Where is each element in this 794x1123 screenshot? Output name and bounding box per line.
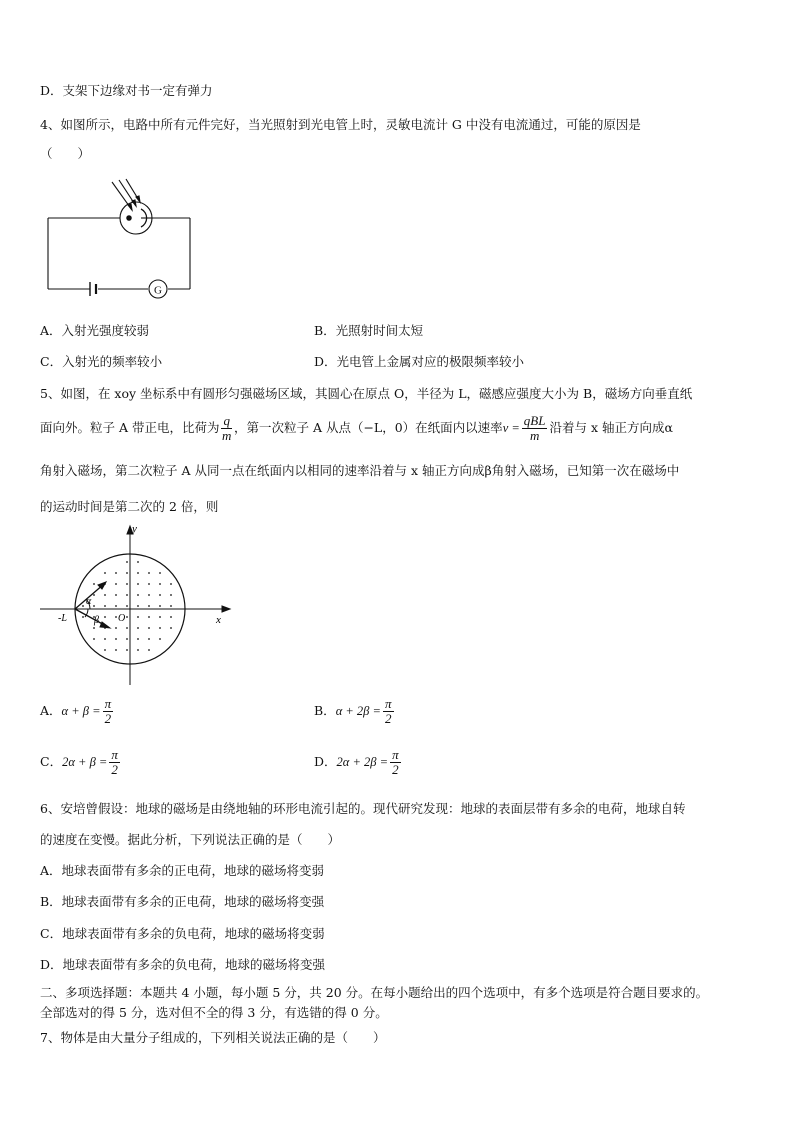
field-dot xyxy=(137,649,139,651)
field-dot xyxy=(159,616,161,618)
option-c-denominator: 2 xyxy=(111,762,118,777)
field-dot xyxy=(82,616,84,618)
field-dot xyxy=(126,649,128,651)
option-a-numerator: π xyxy=(104,696,112,711)
q5-line2 xyxy=(40,411,673,445)
field-dot xyxy=(104,583,106,585)
q6-line2: 的速度在变慢。据此分析，下列说法正确的是（ ） xyxy=(40,832,341,847)
q6-option-a: A．地球表面带有多余的正电荷，地球的磁场将变弱 xyxy=(40,863,325,878)
option-b-expr: α + 2β = xyxy=(335,704,381,718)
velocity-eq: v = xyxy=(502,421,520,435)
field-dot xyxy=(137,638,139,640)
option-c-expr: 2α + β = xyxy=(62,755,108,769)
field-dot xyxy=(170,583,172,585)
field-dot xyxy=(115,627,117,629)
field-dot xyxy=(148,594,150,596)
field-dot xyxy=(148,605,150,607)
q4-option-a: A．入射光强度较弱 xyxy=(40,323,150,338)
x-axis-label: x xyxy=(216,614,221,626)
field-dot xyxy=(148,649,150,651)
q5-option-b xyxy=(314,695,396,727)
velocity-numerator: qBL xyxy=(523,413,546,428)
option-c-label: C． xyxy=(40,754,63,769)
q4-paren: （ ） xyxy=(40,146,91,161)
field-dot xyxy=(115,583,117,585)
y-axis-label: y xyxy=(132,523,137,535)
field-dot xyxy=(115,605,117,607)
q6-option-b: B．地球表面带有多余的正电荷，地球的磁场将变强 xyxy=(40,894,325,909)
option-b-numerator: π xyxy=(384,696,392,711)
alpha-label: α xyxy=(86,596,92,607)
field-dot xyxy=(104,594,106,596)
option-c-fraction xyxy=(109,748,120,777)
option-b-label: B． xyxy=(314,703,336,718)
field-dot xyxy=(159,583,161,585)
field-dot xyxy=(115,616,117,618)
field-dot xyxy=(126,638,128,640)
field-dot xyxy=(82,605,84,607)
field-dot xyxy=(104,572,106,574)
field-dot xyxy=(93,583,95,585)
q4-stem: 4、如图所示，电路中所有元件完好，当光照射到光电管上时，灵敏电流计 G 中没有电流通过，可能的原因是 xyxy=(40,117,641,132)
field-dot xyxy=(170,594,172,596)
q6-line1: 6、安培曾假设：地球的磁场是由绕地轴的环形电流引起的。现代研究发现：地球的表面层带有多余的电荷，地球自转 xyxy=(40,801,686,816)
field-dot xyxy=(126,572,128,574)
q6-option-d: D．地球表面带有多余的负电荷，地球的磁场将变强 xyxy=(40,957,326,972)
field-dot xyxy=(93,627,95,629)
field-dot xyxy=(93,594,95,596)
field-dot xyxy=(137,583,139,585)
field-dot xyxy=(104,638,106,640)
q4-option-d: D．光电管上金属对应的极限频率较小 xyxy=(314,354,525,369)
option-c-numerator: π xyxy=(111,747,118,762)
field-dot xyxy=(126,561,128,563)
q5-line4: 的运动时间是第二次的 2 倍，则 xyxy=(40,499,219,514)
section2-line1: 二、多项选择题：本题共 4 小题，每小题 5 分，共 20 分。在每小题给出的四个选项中，有多个选项是符合题目要求的。 xyxy=(40,985,709,1000)
q7-stem: 7、物体是由大量分子组成的，下列相关说法正确的是（ ） xyxy=(40,1030,386,1045)
q5-option-a xyxy=(40,695,115,727)
photocell-circuit-diagram xyxy=(40,176,200,306)
charge-mass-ratio xyxy=(221,414,232,443)
field-dot xyxy=(148,627,150,629)
option-a-denominator: 2 xyxy=(104,711,112,726)
field-dot xyxy=(170,616,172,618)
field-dot xyxy=(137,561,139,563)
option-d-fraction xyxy=(390,748,401,777)
q3-option-d: D．支架下边缘对书一定有弹力 xyxy=(40,83,213,98)
option-a-label: A． xyxy=(40,703,62,718)
field-dot xyxy=(137,572,139,574)
velocity-fraction xyxy=(522,414,548,443)
q5-line2-a: 面向外。粒子 A 带正电，比荷为 xyxy=(40,420,220,435)
magnetic-field-diagram xyxy=(38,520,238,690)
q6-option-c: C．地球表面带有多余的负电荷，地球的磁场将变弱 xyxy=(40,926,325,941)
option-d-expr: 2α + 2β = xyxy=(336,755,389,769)
q5-line2-c: 沿着与 x 轴正方向成α xyxy=(549,420,673,435)
field-dot xyxy=(104,627,106,629)
q5-line1: 5、如图，在 xoy 坐标系中有圆形匀强磁场区域，其圆心在原点 O，半径为 L，磁感应强度大小为 B，磁场方向垂直纸 xyxy=(40,386,693,401)
field-dot xyxy=(170,605,172,607)
field-dot xyxy=(137,594,139,596)
field-dot xyxy=(148,583,150,585)
field-dot xyxy=(126,616,128,618)
option-b-denominator: 2 xyxy=(384,711,392,726)
field-dot xyxy=(104,605,106,607)
field-dot xyxy=(148,616,150,618)
field-dot xyxy=(159,572,161,574)
field-dot xyxy=(137,605,139,607)
q4-option-c: C．入射光的频率较小 xyxy=(40,354,163,369)
q4-option-b: B．光照射时间太短 xyxy=(314,323,424,338)
field-dot xyxy=(126,594,128,596)
field-dot xyxy=(126,605,128,607)
field-dot xyxy=(115,649,117,651)
option-d-numerator: π xyxy=(392,747,399,762)
field-dot xyxy=(126,627,128,629)
ratio-denominator: m xyxy=(222,428,232,443)
option-a-expr: α + β = xyxy=(61,704,101,718)
field-dot xyxy=(159,605,161,607)
field-dot xyxy=(126,583,128,585)
field-dot xyxy=(137,616,139,618)
field-dot xyxy=(159,638,161,640)
option-a-fraction xyxy=(103,697,114,726)
field-dot xyxy=(115,594,117,596)
field-dot xyxy=(159,627,161,629)
neg-l-label: -L xyxy=(58,613,67,624)
field-dot xyxy=(104,649,106,651)
field-dot xyxy=(93,638,95,640)
option-d-denominator: 2 xyxy=(392,762,399,777)
q5-option-c xyxy=(40,746,122,778)
field-dot xyxy=(115,572,117,574)
q5-line3: 角射入磁场，第二次粒子 A 从同一点在纸面内以相同的速率沿着与 x 轴正方向成β角射入磁场，已知第一次在磁场中 xyxy=(40,463,680,478)
field-dot xyxy=(115,638,117,640)
field-dot xyxy=(148,572,150,574)
field-dot xyxy=(170,627,172,629)
origin-label: O xyxy=(118,613,126,624)
field-dot xyxy=(93,605,95,607)
option-d-label: D． xyxy=(314,754,337,769)
ratio-numerator: q xyxy=(223,413,230,428)
section2-line2: 全部选对的得 5 分，选对但不全的得 3 分，有选错的得 0 分。 xyxy=(40,1005,388,1020)
field-dot xyxy=(148,638,150,640)
q5-line2-b: ，第一次粒子 A 从点（−L，0）在纸面内以速率 xyxy=(233,420,503,435)
field-dot xyxy=(104,616,106,618)
beta-label: β xyxy=(94,615,99,626)
galvanometer-label: G xyxy=(154,284,162,297)
option-b-fraction xyxy=(383,697,394,726)
q5-option-d xyxy=(314,746,403,778)
velocity-denominator: m xyxy=(529,428,540,443)
field-dot xyxy=(159,594,161,596)
field-dot xyxy=(137,627,139,629)
